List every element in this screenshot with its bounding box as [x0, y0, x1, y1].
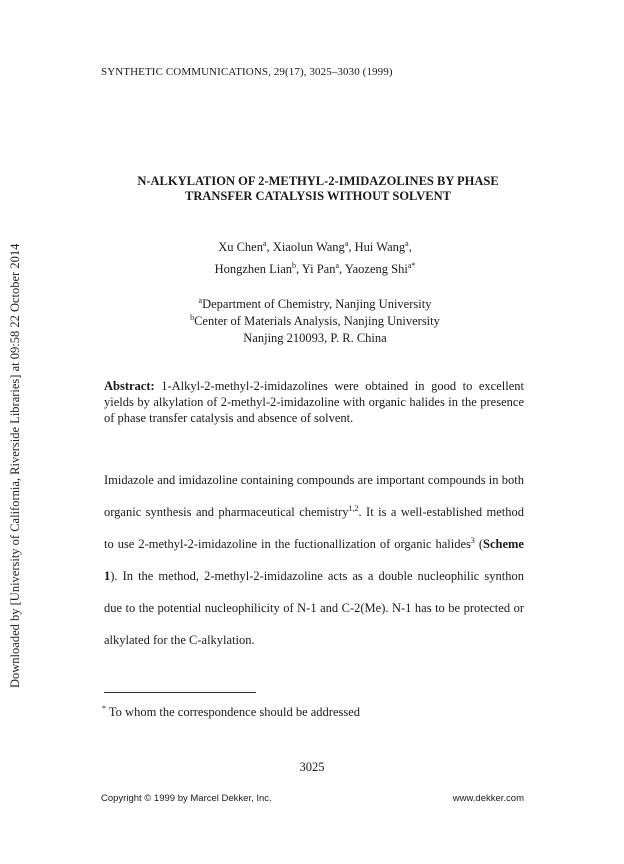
affiliation-mark: a — [198, 295, 203, 305]
footnote-rule — [104, 692, 256, 693]
body-text-segment: ( — [474, 537, 484, 551]
affiliation-address: Nanjing 210093, P. R. China — [243, 331, 387, 345]
author-separator: , — [339, 262, 345, 276]
journal-header: SYNTHETIC COMMUNICATIONS, 29(17), 3025–3030 (1999) — [101, 66, 393, 78]
download-note: Downloaded by [University of California, Riverside Libraries] at 09:58 22 October 2014 — [8, 243, 22, 688]
footnote — [102, 705, 360, 720]
affiliations — [150, 296, 480, 347]
body-paragraph — [104, 464, 524, 656]
author-affil-mark: a — [344, 238, 349, 248]
author-name: Yi Pan — [301, 262, 336, 276]
citation-ref: 3 — [470, 535, 475, 545]
author-affil-mark: a* — [407, 260, 416, 270]
author-line-1 — [180, 236, 450, 258]
author-separator: , — [296, 262, 302, 276]
body-text-segment: Imidazole and imidazoline containing compounds are important compounds in both organic synthesis and pharmaceutical chemistry — [104, 473, 524, 519]
affiliation-text: Department of Chemistry, Nanjing University — [202, 297, 432, 311]
author-affil-mark: a — [262, 238, 267, 248]
author-name: Xiaolun Wang — [272, 240, 345, 254]
author-list — [180, 236, 450, 280]
author-separator: , — [348, 240, 355, 254]
title-line-1: N-ALKYLATION OF 2-METHYL-2-IMIDAZOLINES BY PHASE — [137, 174, 499, 188]
abstract-text: 1-Alkyl-2-methyl-2-imidazolines were obtained in good to excellent yields by alkylation of 2-methyl-2-imidazoline with organic halides in the presence of phase transfer catalysis and absence of solvent. — [104, 379, 524, 425]
affiliation-mark: b — [190, 312, 195, 322]
author-name: Yaozeng Shi — [344, 262, 408, 276]
scheme-ref: Scheme 1 — [104, 537, 524, 583]
abstract-label: Abstract: — [104, 379, 155, 393]
affiliation-b — [150, 313, 480, 330]
abstract — [104, 378, 524, 426]
author-name: Hongzhen Lian — [214, 262, 292, 276]
paper-title — [120, 174, 516, 204]
page-number: 3025 — [299, 760, 325, 774]
author-line-2 — [180, 258, 450, 280]
paragraph-1 — [104, 464, 524, 656]
author-separator: , — [266, 240, 273, 254]
footnote-text: To whom the correspondence should be addressed — [106, 705, 361, 719]
footnote-mark: * — [102, 703, 106, 713]
body-text-segment: . It is a well-established method to use 2-methyl-2-imidazoline in the fuctionallization of organic halides — [104, 505, 525, 551]
affiliation-a — [150, 296, 480, 313]
author-affil-mark: a — [335, 260, 340, 270]
author-name: Hui Wang — [354, 240, 406, 254]
author-affil-mark: b — [292, 260, 296, 270]
body-text-segment: ). In the method, 2-methyl-2-imidazoline acts as a double nucleophilic synthon due to the potential nucleophilicity of N-1 and C-2(Me). N-1 has to be protected or alkylated for the C-alkylation. — [104, 569, 524, 647]
author-separator: , — [408, 240, 412, 254]
title-line-2: TRANSFER CATALYSIS WITHOUT SOLVENT — [185, 189, 451, 203]
citation-ref: 1,2 — [348, 503, 359, 513]
copyright-notice: Copyright © 1999 by Marcel Dekker, Inc. — [101, 793, 272, 804]
author-name: Xu Chen — [218, 240, 263, 254]
author-affil-mark: a — [405, 238, 409, 248]
affiliation-text: Center of Materials Analysis, Nanjing University — [194, 314, 440, 328]
publisher-url[interactable]: www.dekker.com — [452, 793, 524, 804]
